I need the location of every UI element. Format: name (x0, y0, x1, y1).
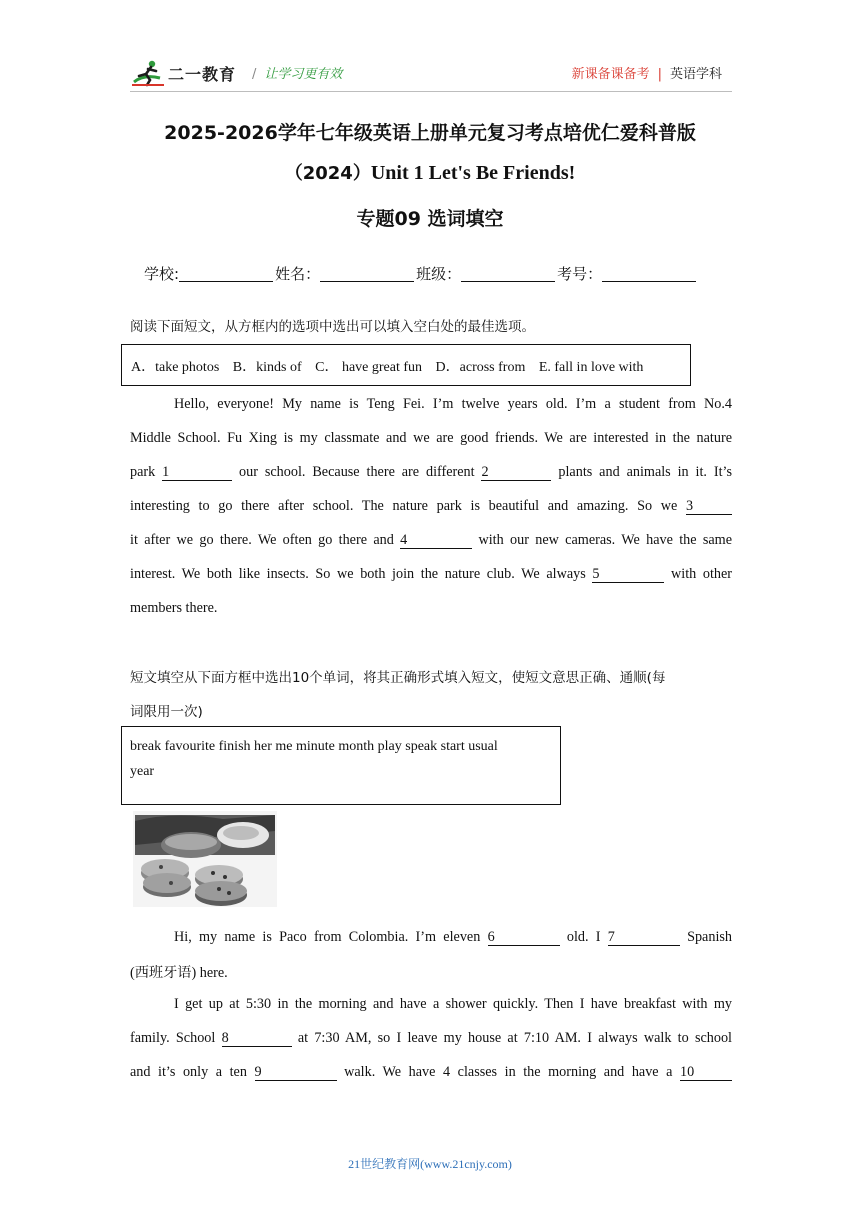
blank-7[interactable]: 7 (608, 930, 680, 946)
header-course-label: 新课备课备考 (571, 67, 650, 82)
passage2-line: (西班牙语) here. (130, 965, 228, 981)
passage1-line: park 1 our school. Because there are different 2 plants and animals in it. It’s (130, 464, 733, 480)
slogan-separator: / (252, 67, 257, 82)
blank-5[interactable]: 5 (592, 567, 664, 583)
page-footer: 21世纪教育网(www.21cnjy.com) (348, 1157, 512, 1171)
topic-title: 专题09 选词填空 (356, 208, 504, 230)
name-blank[interactable] (320, 266, 414, 282)
blank-6[interactable]: 6 (488, 930, 560, 946)
runner-logo-icon (130, 58, 166, 88)
passage1-line: Hello, everyone! My name is Teng Fei. I’m twelve years old. I’m a student from No.4 (174, 396, 732, 412)
options-box (121, 344, 691, 386)
slogan (252, 63, 342, 82)
option-b: B．kinds of (232, 360, 302, 375)
logo (130, 58, 236, 88)
passage1-line: it after we go there. We often go there and 4 with our new cameras. We have the same (130, 532, 733, 548)
cookies-photo (133, 811, 277, 915)
word-box (121, 726, 561, 805)
section2-instruction: 短文填空从下面方框中选出10个单词，将其正确形式填入短文，使短文意思正确、通顺(每 (130, 670, 666, 686)
subtitle-unit: Unit 1 Let's Be Friends! (370, 162, 576, 184)
class-blank[interactable] (461, 266, 555, 282)
passage2-line: I get up at 5:30 in the morning and have a shower quickly. Then I have breakfast with my (174, 996, 732, 1012)
header-separator: | (657, 67, 662, 82)
number-label: 考号： (557, 265, 603, 283)
blank-4[interactable]: 4 (400, 533, 472, 549)
page-subtitle (0, 159, 860, 185)
passage2-line: Hi, my name is Paco from Colombia. I’m eleven 6 old. I 7 Spanish (174, 929, 732, 945)
passage2-line: and it’s only a ten 9 walk. We have 4 classes in the morning and have a 10 (130, 1064, 732, 1081)
blank-3[interactable]: 3 (686, 499, 732, 515)
option-a: A．take photos (131, 360, 220, 375)
slogan-text: 让学习更有效 (264, 67, 343, 82)
passage2-line: family. School 8 at 7:30 AM, so I leave my house at 7:10 AM. I always walk to school (130, 1030, 732, 1046)
class-label: 班级： (416, 265, 462, 283)
section1-instruction: 阅读下面短文，从方框内的选项中选出可以填入空白处的最佳选项。 (130, 319, 535, 335)
option-d: D．across from (435, 360, 526, 375)
section2-instruction-cont: 词限用一次) (130, 704, 203, 720)
school-label: 学校: (144, 265, 180, 283)
school-blank[interactable] (179, 266, 273, 282)
subtitle-edition: （2024） (284, 163, 371, 184)
blank-2[interactable]: 2 (481, 465, 551, 481)
page-header (130, 56, 730, 90)
passage1-line: members there. (130, 600, 218, 616)
word-list: break favourite finish her me minute month play speak start usual (130, 739, 498, 754)
student-info-row (144, 263, 698, 284)
passage1-line: Middle School. Fu Xing is my classmate and we are good friends. We are interested in the nature (130, 430, 732, 446)
option-c: C． have great fun (315, 360, 423, 375)
header-right-tag (572, 63, 722, 82)
blank-8[interactable]: 8 (222, 1031, 292, 1047)
blank-9[interactable]: 9 (255, 1065, 337, 1081)
word-list-cont: year (130, 764, 155, 779)
passage1-line: interesting to go there after school. The nature park is beautiful and amazing. So we 3 (130, 498, 732, 515)
header-divider (130, 91, 732, 92)
passage1-line: interest. We both like insects. So we both join the nature club. We always 5 with other (130, 566, 733, 582)
blank-1[interactable]: 1 (162, 465, 232, 481)
option-e: E. fall in love with (538, 360, 644, 375)
page-title: 2025-2026学年七年级英语上册单元复习考点培优仁爱科普版 (164, 122, 696, 144)
number-blank[interactable] (602, 266, 696, 282)
logo-text: 二一教育 (168, 64, 237, 84)
header-subject-label: 英语学科 (669, 67, 722, 82)
blank-10[interactable]: 10 (680, 1065, 732, 1081)
name-label: 姓名： (275, 265, 321, 283)
